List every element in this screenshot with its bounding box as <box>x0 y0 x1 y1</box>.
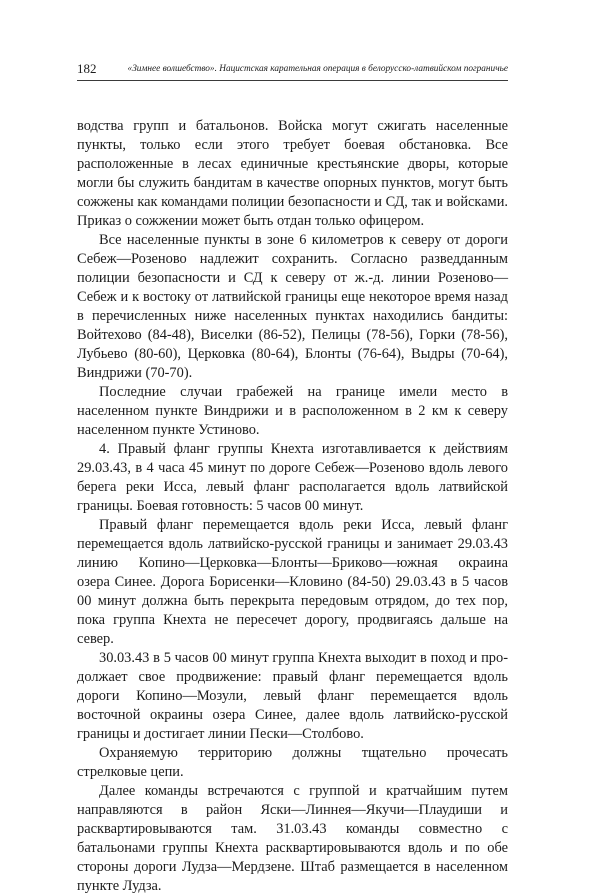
paragraph: Все населенные пункты в зоне 6 километров к северу от дороги Себеж—Розеново надлежит сохранить. Согласно разведданным полиции безопасности и СД к северу от ж.-д. линии Розеново—Себеж и к востоку от латвийской границы еще некоторое время назад в перечисленных ниже населенных пунктах находились бандиты: Войтехово (84-48), Виселки (86-52), Пелицы (78-56), Горки (78-56), Лубьево (80-60), Церковка (80-64), Блонты (76-64), Выдры (70-64), Виндрижи (70-70). <box>77 232 508 381</box>
paragraph: Последние случаи грабежей на границе имели место в населенном пункте Виндрижи и в расположенном в 2 км к северу населенном пункте Устиново. <box>77 384 508 438</box>
paragraph: 4. Правый фланг группы Кнехта изготавливается к действиям 29.03.43, в 4 часа 45 минут по дороге Себеж—Розеново вдоль левого берега реки Исса, левый фланг располагается вдоль латвийской границы. Боевая готовность: 5 часов 00 минут. <box>77 441 508 514</box>
paragraph: 30.03.43 в 5 часов 00 минут группа Кнехта выходит в поход и продолжает свое продвижение: правый фланг перемещается вдоль дороги Копино—Мозули, левый фланг перемещается вдоль восточной окраины озера Синее, далее вдоль латвийско-русской границы и достигает линии Пески—Столбово. <box>77 650 508 742</box>
paragraph-continuation: водства групп и батальонов. Войска могут сжигать населенные пункты, только если этого требует боевая обстановка. Все расположенные в лесах единичные крестьянские дворы, которые могли бы служить бандитам в качестве опорных пунктов, могут быть сожжены как командами полиции безопасности и СД, так и войсками. Приказ о сожжении может быть отдан только офицером. <box>77 118 508 229</box>
paragraph: Охраняемую территорию должны тщательно прочесать стрелковые цепи. <box>77 745 508 780</box>
body-text <box>77 117 508 896</box>
page-number: 182 <box>77 61 97 76</box>
page-header <box>77 62 508 81</box>
paragraph: Правый фланг перемещается вдоль реки Исса, левый фланг перемещается вдоль латвийско-русской границы и занимает 29.03.43 линию Копино—Церковка—Блонты—Бриково—южная окраина озера Синее. Дорога Борисенки—Кловино (84-50) 29.03.43 в 5 часов 00 минут должна быть перекрыта передовым отрядом, до тех пор, пока группа Кнехта не пересечет дорогу, продвигаясь дальше на север. <box>77 517 508 647</box>
paragraph: Далее команды встречаются с группой и кратчайшим путем направляются в район Яски—Линнея—Якучи—Плаудиши и расквартировываются там. 31.03.43 команды совместно с батальонами группы Кнехта расквартировываются вдоль и по обе стороны дороги Лудза—Мердзене. Штаб размещается в населенном пункте Лудза. <box>77 783 508 894</box>
running-title: «Зимнее волшебство». Нацистская карательная операция в белорусско-латвийском пограничье <box>127 64 508 74</box>
